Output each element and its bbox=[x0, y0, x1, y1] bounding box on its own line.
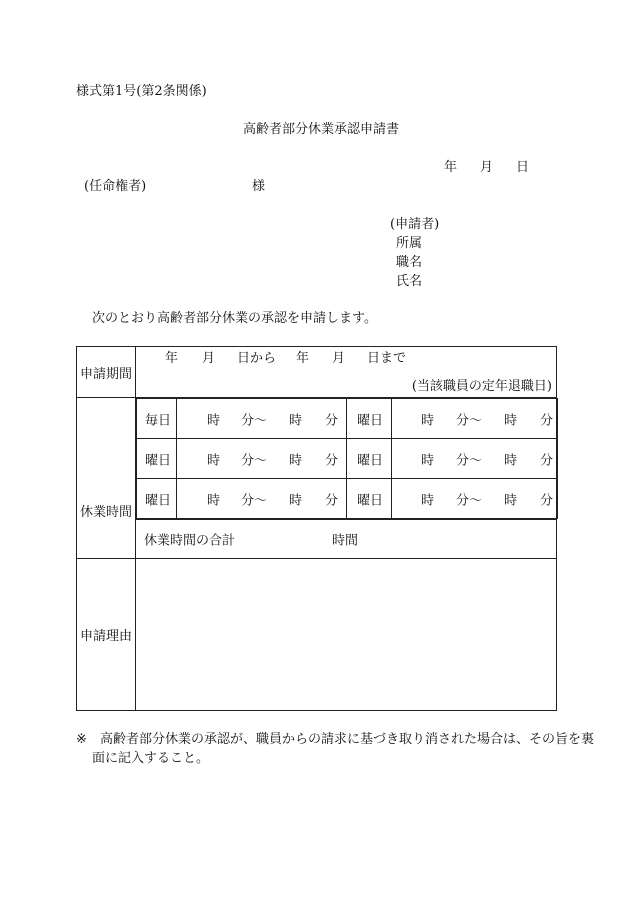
row3-time-a[interactable]: 時 分〜 時 分 bbox=[177, 479, 347, 519]
hours-label-cont bbox=[77, 520, 136, 559]
row2-weekday-a[interactable]: 曜日 bbox=[137, 439, 177, 479]
row1-weekday[interactable]: 曜日 bbox=[347, 399, 392, 439]
page-title: 高齢者部分休業承認申請書 bbox=[243, 122, 400, 137]
period-cell[interactable] bbox=[136, 347, 557, 398]
row3-time-b[interactable]: 時 分〜 時 分 bbox=[392, 479, 558, 519]
period-note: (当該職員の定年退職日) bbox=[411, 379, 552, 394]
row2-weekday-b[interactable]: 曜日 bbox=[347, 439, 392, 479]
date-day: 日 bbox=[516, 160, 530, 175]
period-month: 月 bbox=[202, 351, 216, 366]
period-label: 申請期間 bbox=[77, 347, 136, 398]
hours-grid bbox=[136, 398, 558, 519]
period-year2: 年 bbox=[296, 351, 310, 366]
addressee: (任命権者) bbox=[84, 179, 147, 194]
reason-input-area[interactable] bbox=[136, 559, 557, 711]
row1-time-b[interactable]: 時 分〜 時 分 bbox=[392, 399, 558, 439]
footnote-line1: 高齢者部分休業の承認が、職員からの請求に基づき取り消された場合は、その旨を裏 bbox=[100, 732, 595, 747]
hours-row bbox=[137, 479, 558, 519]
applicant-name-label: 氏名 bbox=[396, 274, 423, 289]
reason-label: 申請理由 bbox=[77, 559, 136, 711]
date-month: 月 bbox=[480, 160, 494, 175]
form-number: 様式第1号(第2条関係) bbox=[76, 84, 207, 99]
period-until: 日まで bbox=[367, 351, 407, 366]
total-unit: 時間 bbox=[332, 533, 359, 549]
row1-day: 毎日 bbox=[137, 399, 177, 439]
total-label: 休業時間の合計 bbox=[144, 533, 236, 549]
honorific: 様 bbox=[252, 179, 266, 194]
row3-weekday-b[interactable]: 曜日 bbox=[347, 479, 392, 519]
hours-label: 休業時間 bbox=[77, 398, 136, 520]
hours-row bbox=[137, 439, 558, 479]
applicant-position-label: 職名 bbox=[396, 255, 423, 270]
period-year: 年 bbox=[165, 351, 179, 366]
intro-text: 次のとおり高齢者部分休業の承認を申請します。 bbox=[92, 311, 377, 326]
hours-row bbox=[137, 399, 558, 439]
row2-time-a[interactable]: 時 分〜 時 分 bbox=[177, 439, 347, 479]
application-table bbox=[76, 346, 557, 711]
row3-weekday-a[interactable]: 曜日 bbox=[137, 479, 177, 519]
hours-cell bbox=[136, 398, 557, 520]
footnote-line2: 面に記入すること。 bbox=[92, 751, 210, 766]
period-from: 日から bbox=[237, 351, 277, 366]
date-year: 年 bbox=[444, 160, 458, 175]
row1-time-a[interactable]: 時 分〜 時 分 bbox=[177, 399, 347, 439]
total-hours-cell[interactable] bbox=[136, 520, 557, 559]
period-month2: 月 bbox=[332, 351, 346, 366]
applicant-heading: (申請者) bbox=[390, 217, 440, 232]
applicant-dept-label: 所属 bbox=[396, 236, 423, 251]
footnote-mark: ※ bbox=[76, 732, 87, 747]
row2-time-b[interactable]: 時 分〜 時 分 bbox=[392, 439, 558, 479]
